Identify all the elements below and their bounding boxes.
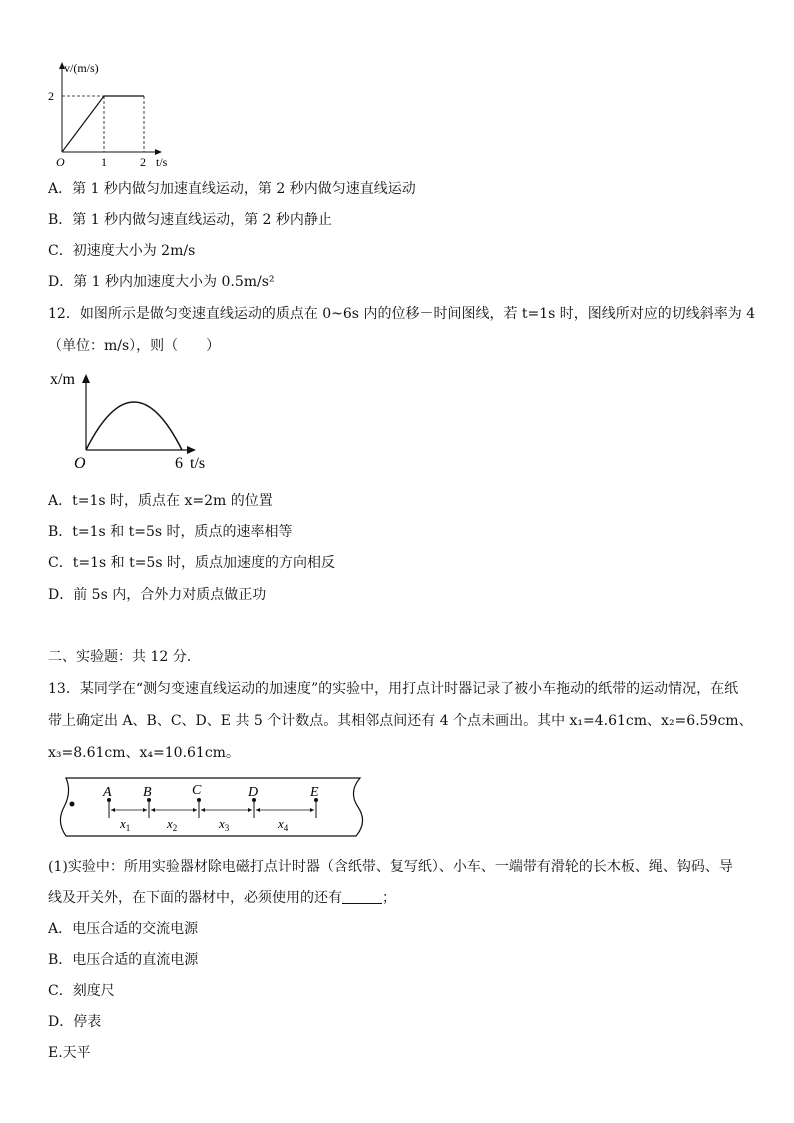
q12-option-a: A．t=1s 时，质点在 x=2m 的位置	[48, 493, 273, 509]
q12-option-b: B．t=1s 和 t=5s 时，质点的速率相等	[48, 524, 293, 540]
q13-option-a: A．电压合适的交流电源	[48, 921, 199, 937]
graph1-x-tick-2: 2	[140, 155, 146, 166]
tape-start-dot	[70, 802, 75, 807]
q12-stem-line2: （单位：m/s），则（ ）	[48, 338, 221, 354]
answer-blank[interactable]	[342, 891, 382, 904]
tape-segment-x4: $x_4$	[278, 816, 289, 833]
graph2-origin: O	[74, 455, 86, 472]
q12-option-d: D．前 5s 内，合外力对质点做正功	[48, 587, 267, 603]
q11-option-d: D．第 1 秒内加速度大小为 0.5m/s²	[48, 274, 275, 290]
section-title: 二、实验题：共 12 分.	[48, 649, 192, 665]
velocity-rise-line	[62, 96, 104, 152]
q11-option-a: A．第 1 秒内做匀加速直线运动，第 2 秒内做匀速直线运动	[48, 181, 416, 197]
graph1-y-label: v/(m/s)	[64, 61, 99, 75]
q13-sub1-line2: 线及开关外，在下面的器材中，必须使用的还有 ；	[48, 890, 396, 906]
tape-point-a: A	[103, 785, 112, 800]
paper-tape-diagram	[52, 772, 372, 842]
tape-segment-x3: $x_3$	[219, 816, 230, 833]
displacement-curve	[86, 402, 182, 450]
tape-point-b: B	[143, 785, 152, 800]
tape-point-c: C	[192, 783, 202, 798]
q12-stem-line1: 12．如图所示是做匀变速直线运动的质点在 0~6s 内的位移－时间图线，若 t=1s 时，图线所对应的切线斜率为 4	[48, 306, 756, 322]
q13-sub1-line1: (1)实验中：所用实验器材除电磁打点计时器（含纸带、复写纸）、小车、一端带有滑轮的长木板、绳、钩码、导	[48, 859, 733, 875]
displacement-time-graph	[48, 366, 218, 476]
q13-stem-line1: 13．某同学在“测匀变速直线运动的加速度”的实验中，用打点计时器记录了被小车拖动的纸带的运动情况，在纸	[48, 681, 739, 697]
graph1-x-tick-1: 1	[101, 155, 107, 166]
tape-segment-x2: $x_2$	[167, 816, 178, 833]
tape-segment-x1: $x_1$	[120, 816, 131, 833]
graph2-x-label: t/s	[190, 455, 206, 472]
graph2-x-tick: 6	[175, 455, 183, 472]
q11-option-c: C．初速度大小为 2m/s	[48, 243, 196, 259]
graph2-y-label: x/m	[50, 371, 75, 388]
q13-stem-line2: 带上确定出 A、B、C、D、E 共 5 个计数点。其相邻点间还有 4 个点未画出。其中 x₁=4.61cm、x₂=6.59cm、	[48, 713, 753, 729]
q11-option-b: B．第 1 秒内做匀速直线运动，第 2 秒内静止	[48, 212, 332, 228]
tape-point-e: E	[310, 785, 319, 800]
tape-point-d: D	[248, 785, 259, 800]
q13-option-b: B．电压合适的直流电源	[48, 952, 199, 968]
graph1-origin: O	[56, 155, 65, 166]
graph1-x-label: t/s	[156, 155, 168, 166]
q13-option-c: C．刻度尺	[48, 983, 115, 999]
q13-stem-line3: x₃=8.61cm、x₄=10.61cm。	[48, 745, 240, 761]
velocity-time-graph	[40, 56, 190, 166]
q13-option-e: E.天平	[48, 1045, 91, 1061]
q12-option-c: C．t=1s 和 t=5s 时，质点加速度的方向相反	[48, 555, 335, 571]
graph1-y-tick: 2	[48, 89, 54, 103]
q13-option-d: D．停表	[48, 1014, 102, 1030]
